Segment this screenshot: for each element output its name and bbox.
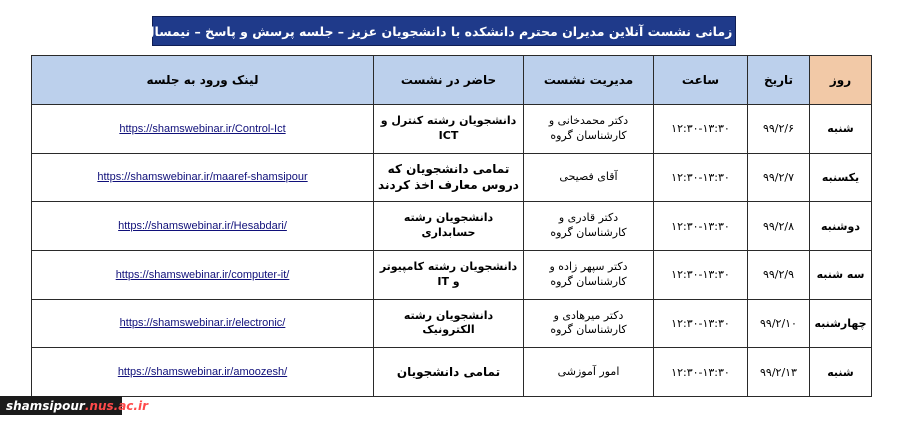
table-row xyxy=(32,202,872,251)
row-day: شنبه xyxy=(810,105,872,154)
row-time: ۱۲:۳۰-۱۳:۳۰ xyxy=(654,299,748,348)
table-row xyxy=(32,153,872,202)
row-date: ۹۹/۲/۱۰ xyxy=(748,299,810,348)
session-link[interactable]: https://shamswebinar.ir/maaref-shamsipour xyxy=(97,171,308,184)
row-link-cell xyxy=(32,153,374,202)
table-header-row xyxy=(32,56,872,105)
management-line: دکتر محمدخانی و xyxy=(548,113,629,127)
row-time: ۱۲:۳۰-۱۳:۳۰ xyxy=(654,250,748,299)
row-time: ۱۲:۳۰-۱۳:۳۰ xyxy=(654,202,748,251)
header-time: ساعت xyxy=(654,56,748,105)
row-management xyxy=(524,348,654,397)
row-link-cell xyxy=(32,105,374,154)
row-link-cell xyxy=(32,299,374,348)
management-line: کارشناسان گروه xyxy=(550,226,627,240)
header-date: تاریخ xyxy=(748,56,810,105)
session-link[interactable]: https://shamswebinar.ir/amoozesh/ xyxy=(117,366,288,379)
header-attendees: حاضر در نشست xyxy=(374,56,524,105)
management-line: دکتر قادری و xyxy=(558,211,619,225)
row-link-cell xyxy=(32,250,374,299)
row-day: شنبه xyxy=(810,348,872,397)
row-day: دوشنبه xyxy=(810,202,872,251)
header-day: روز xyxy=(810,56,872,105)
row-time: ۱۲:۳۰-۱۳:۳۰ xyxy=(654,105,748,154)
row-time: ۱۲:۳۰-۱۳:۳۰ xyxy=(654,348,748,397)
row-link-cell xyxy=(32,202,374,251)
attendees-line: دانشجویان رشته حسابداری xyxy=(403,211,494,240)
attendees-line: تمامی دانشجویان xyxy=(396,365,501,380)
row-attendees xyxy=(374,153,524,202)
site-badge-prefix: shamsipour xyxy=(6,398,85,413)
attendees-line: دانشجویان رشته کامپیوتر و IT xyxy=(379,259,518,288)
row-management xyxy=(524,153,654,202)
row-management xyxy=(524,202,654,251)
session-link[interactable]: https://shamswebinar.ir/Control-Ict xyxy=(119,122,286,135)
management-line: آقای فصیحی xyxy=(559,170,618,184)
row-date: ۹۹/۲/۷ xyxy=(748,153,810,202)
row-date: ۹۹/۲/۹ xyxy=(748,250,810,299)
row-management xyxy=(524,299,654,348)
table-row xyxy=(32,105,872,154)
row-day: یکسنبه xyxy=(810,153,872,202)
site-badge xyxy=(0,396,148,415)
management-line: کارشناسان گروه xyxy=(550,274,627,288)
row-attendees xyxy=(374,250,524,299)
row-attendees xyxy=(374,202,524,251)
site-badge-suffix: .nus.ac.ir xyxy=(84,398,148,413)
management-line: کارشناسان گروه xyxy=(550,128,627,142)
attendees-line: دانشجویان رشته الکترونیک xyxy=(403,308,494,337)
row-date: ۹۹/۲/۶ xyxy=(748,105,810,154)
attendees-line: دانشجویان رشته کنترل و ICT xyxy=(380,113,517,142)
row-date: ۹۹/۲/۱۳ xyxy=(748,348,810,397)
management-line: امور آموزشی xyxy=(557,364,620,378)
session-link[interactable]: https://shamswebinar.ir/computer-it/ xyxy=(115,268,290,281)
attendees-line: دروس معارف اخذ کردند xyxy=(378,178,519,193)
row-attendees xyxy=(374,299,524,348)
session-link[interactable]: https://shamswebinar.ir/Hesabdari/ xyxy=(118,220,287,233)
row-time: ۱۲:۳۰-۱۳:۳۰ xyxy=(654,153,748,202)
management-line: دکتر میرهادی و xyxy=(553,308,624,322)
table-row xyxy=(32,348,872,397)
row-day: چهارشنبه xyxy=(810,299,872,348)
table-row xyxy=(32,250,872,299)
row-attendees xyxy=(374,105,524,154)
table-row xyxy=(32,299,872,348)
schedule-table xyxy=(31,55,872,397)
row-management xyxy=(524,105,654,154)
row-date: ۹۹/۲/۸ xyxy=(748,202,810,251)
management-line: دکتر سپهر زاده و xyxy=(549,259,628,273)
header-management: مدیریت نشست xyxy=(524,56,654,105)
row-attendees xyxy=(374,348,524,397)
session-link[interactable]: https://shamswebinar.ir/electronic/ xyxy=(119,317,286,330)
row-management xyxy=(524,250,654,299)
header-link: لینک ورود به جلسه xyxy=(32,56,374,105)
management-line: کارشناسان گروه xyxy=(550,323,627,337)
row-day: سه شنبه xyxy=(810,250,872,299)
schedule-title: جدول زمانی نشست آنلاین مدیران محترم دانشکده با دانشجویان عزیز – جلسه پرسش و پاسخ – نیمسال ۹۸۲ xyxy=(152,16,736,46)
row-link-cell xyxy=(32,348,374,397)
attendees-line: تمامی دانشجویان که xyxy=(387,162,510,177)
